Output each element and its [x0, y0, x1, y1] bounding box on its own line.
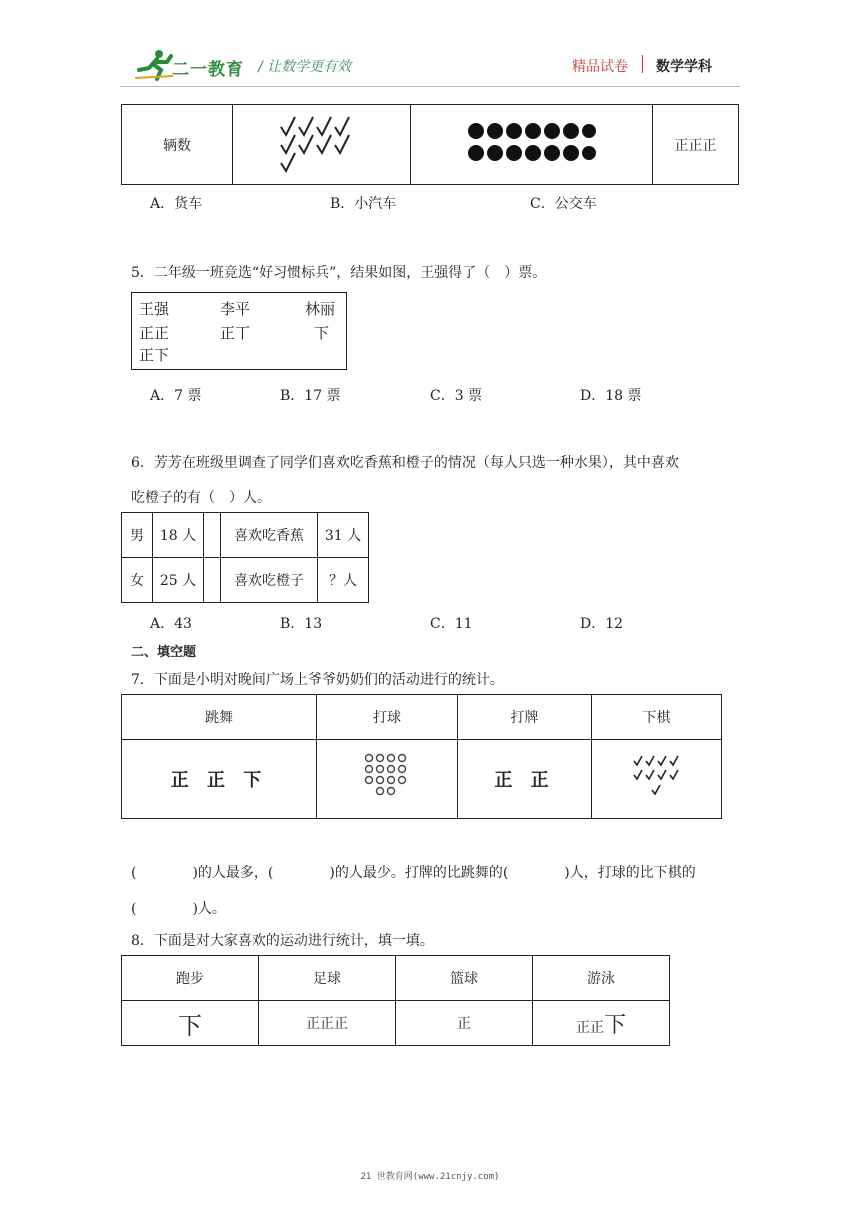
q4-option-a: A．货车	[150, 196, 203, 212]
q7-fill-line2: ( )人。	[131, 901, 226, 917]
q6-stem-line1: 6．芳芳在班级里调查了同学们喜欢吃香蕉和橙子的情况（每人只选一种水果），其中喜欢	[131, 455, 679, 471]
q4-tally-text: 正正正	[653, 105, 739, 185]
q5-stem: 5．二年级一班竞选“好习惯标兵”，结果如图，王强得了（ ）票。	[131, 265, 547, 281]
logo-text: 二一教育	[172, 60, 244, 80]
header-slogan: / 让数学更有效	[258, 59, 352, 75]
q6-option-c: C．11	[430, 616, 473, 632]
q6-cell-item: 喜欢吃橙子	[221, 558, 318, 603]
q6-cell-gap	[204, 513, 221, 558]
q5-name-lin: 林丽	[305, 300, 336, 318]
q7-fill-line1: ( )的人最多，( )的人最少。打牌的比跳舞的( )人，打球的比下棋的	[131, 865, 696, 881]
page-footer: 21 世教育网(www.21cnjy.com)	[360, 1172, 500, 1182]
q7-tally-chess	[592, 740, 722, 819]
q8-header-run: 跑步	[122, 956, 259, 1001]
q8-header-football: 足球	[259, 956, 396, 1001]
q7-header-ball: 打球	[317, 695, 458, 740]
dance-tally-text: 正 正 下	[170, 770, 268, 791]
cards-tally-text: 正 正	[494, 770, 555, 791]
q6-cell-sex: 女	[122, 558, 153, 603]
q6-table	[121, 512, 369, 603]
checkmarks-icon	[632, 754, 682, 800]
q8-header-basketball: 篮球	[396, 956, 533, 1001]
slogan-text: 让数学更有效	[267, 59, 352, 75]
q4-row-label: 辆数	[122, 105, 233, 185]
q7-table	[121, 694, 722, 819]
q7-header-cards: 打牌	[458, 695, 592, 740]
q7-header-dance: 跳舞	[122, 695, 317, 740]
q8-stem: 8．下面是对大家喜欢的运动进行统计，填一填。	[131, 933, 434, 949]
runner-logo-icon	[135, 48, 175, 82]
q6-option-d: D．12	[580, 616, 624, 632]
swim-tally-extra: 下	[603, 1012, 626, 1038]
q4-dot-tally	[411, 105, 653, 185]
q6-option-b: B．13	[280, 616, 323, 632]
q5-name-li: 李平	[220, 300, 251, 318]
q7-tally-ball	[317, 740, 458, 819]
q5-tally-wang-extra: 正下	[139, 346, 170, 364]
q8-value-run	[122, 1001, 259, 1046]
q4-option-b: B．小汽车	[330, 196, 397, 212]
q6-option-a: A．43	[150, 616, 192, 632]
header-label-premium: 精品试卷	[572, 59, 628, 75]
q4-table	[121, 104, 739, 185]
header-divider	[120, 86, 740, 87]
q7-stem: 7．下面是小明对晚间广场上爷爷奶奶们的活动进行的统计。	[131, 672, 504, 688]
q5-option-d: D．18 票	[580, 388, 642, 404]
header-label-subject: 数学学科	[656, 59, 712, 75]
q4-option-c: C．公交车	[530, 196, 597, 212]
q6-cell-sex: 男	[122, 513, 153, 558]
circles-icon	[364, 753, 410, 801]
q5-option-b: B．17 票	[280, 388, 341, 404]
q8-value-football: 正正正	[259, 1001, 396, 1046]
q6-cell-num: ？人	[318, 558, 369, 603]
run-tally-text: 下	[178, 1011, 202, 1040]
q6-cell-count: 18 人	[153, 513, 204, 558]
q7-tally-cards	[458, 740, 592, 819]
q8-table	[121, 955, 670, 1046]
q7-tally-dance	[122, 740, 317, 819]
q6-cell-item: 喜欢吃香蕉	[221, 513, 318, 558]
q6-cell-count: 25 人	[153, 558, 204, 603]
q8-header-swim: 游泳	[533, 956, 670, 1001]
filled-dots-icon	[467, 120, 597, 166]
header-separator	[642, 55, 643, 73]
q5-tally-wang: 正正	[139, 324, 170, 342]
q6-cell-gap	[204, 558, 221, 603]
section-title: 二、填空题	[131, 645, 197, 660]
q8-value-basketball: 正	[396, 1001, 533, 1046]
q5-tally-lin: 下	[314, 324, 330, 342]
q6-cell-num: 31 人	[318, 513, 369, 558]
q5-option-c: C．3 票	[430, 388, 483, 404]
q8-value-swim	[533, 1001, 670, 1046]
swim-tally-text: 正正	[575, 1019, 604, 1036]
q6-stem-line2: 吃橙子的有（ ）人。	[131, 490, 271, 506]
checkmarks-icon	[277, 113, 367, 173]
q7-header-chess: 下棋	[592, 695, 722, 740]
q5-name-wang: 王强	[139, 300, 170, 318]
q4-check-tally	[233, 105, 411, 185]
q5-option-a: A．7 票	[150, 388, 202, 404]
q5-tally-li: 正丅	[220, 324, 251, 342]
